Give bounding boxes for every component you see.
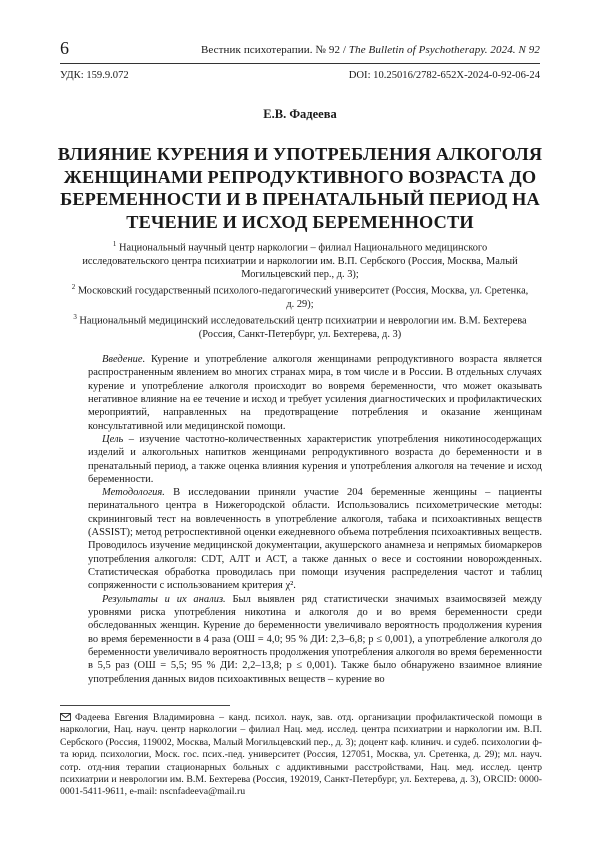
- affiliation-2: 2 Московский государственный психолого-педагогический университет (Россия, Москва, ул. Сретенка, д. 29);: [70, 281, 530, 311]
- abstract-aim: Цель – изучение частотно-количественных характеристик употребления никотиносодержащих изделий и алкогольных напитков женщинами репродуктивного возраста до беременности и в пренатальный период, а также оценка влияния курения и употребления алкоголя на течение и исход беременности.: [88, 433, 542, 486]
- abstract-introduction: Введение. Курение и употребление алкоголя женщинами репродуктивного возраста является распространенным явлением во многих странах мира, в том числе и в России. В отдельных случаях курение и употребление алкоголя происходит во вовремя беременности, что может оказывать негативное влияние на ее течение и исход и требует усиления диагностических и профилактических мероприятий, направленных на предотвращение потребления и оказание женщинам консультативной или медицинской помощи.: [88, 353, 542, 433]
- abstract: [88, 353, 542, 686]
- author-footnote: [60, 712, 542, 799]
- abstract-methodology: Методология. В исследовании приняли участие 204 беременные женщины – пациенты перинатального центра в Нижегородской области. Использовались психометрические методы: скрининговый тест на вовлеченность в употребление алкоголя, табака и психоактивных веществ (ASSIST); метод ретроспективной оценки ежедневного объема потребления психоактивных веществ. Проводилось изучение медицинской документации, акушерского анамнеза и непрямых биомаркеров употребления алкоголя: CDT, АЛТ и АСТ, а также данных о весе и состоянии новорожденных. Статистическая обработка проводилась при помощи изучения распределения частот и таблиц сопряженности с использованием критерия χ².: [88, 486, 542, 593]
- abstract-results: Результаты и их анализ. Был выявлен ряд статистически значимых взаимосвязей между уровнями риска употребления никотина и алкоголя до и во время беременности среди обследованных женщин. Курение до беременности увеличивало вероятность продолжения курения во время беременности в 4 раза (ОШ = 4,0; 95 % ДИ: 2,3–6,8; p ≤ 0,001), а употребление алкоголя до беременности увеличивало вероятность продолжения употребления алкоголя во время беременности в 5,5 раз (ОШ = 5,5; 95 % ДИ: 2,2–13,8; p ≤ 0,001). Также было обнаружено взаимное влияние употребления данных видов психоактивных веществ – курение во: [88, 593, 542, 686]
- journal-name-ru: Вестник психотерапии. № 92 /: [201, 44, 349, 56]
- page-number: 6: [60, 38, 69, 59]
- article-title: ВЛИЯНИЕ КУРЕНИЯ И УПОТРЕБЛЕНИЯ АЛКОГОЛЯ ЖЕНЩИНАМИ РЕПРОДУКТИВНОГО ВОЗРАСТА ДО БЕРЕМЕННОСТИ И В ПРЕНАТАЛЬНЫЙ ПЕРИОД НА ТЕЧЕНИЕ И ИСХОД БЕРЕМЕННОСТИ: [50, 143, 550, 233]
- affiliations: [70, 238, 530, 341]
- journal-name-en: The Bulletin of Psychotherapy. 2024. N 92: [349, 44, 540, 56]
- footnote-text: Фадеева Евгения Владимировна – канд. психол. наук, зав. отд. организации профилактической помощи в наркологии, Нац. науч. центр наркологии – филиал Нац. мед. исслед. центра психиатрии и наркологии им. В.П. Сербского (Россия, 119002, Москва, Малый Могильцевский пер., д. 3); доцент каф. клинич. и судеб. психологии ф-та юрид. психологии, Моск. гос. псих.-пед. университет (Россия, 127051, Москва, ул. Сретенка, д. 29); мл. науч. сотр. отд-ния терапии стационарных больных с аддиктивными расстройствами, Нац. мед. исслед. центр психиатрии и неврологии им. В.М. Бехтерева (Россия, 192019, Санкт-Петербург, ул. Бехтерева, д. 3), ORCID: 0000-0001-5411-9611, e-mail: nscnfadeeva@mail.ru: [60, 712, 542, 797]
- doi: DOI: 10.25016/2782-652X-2024-0-92-06-24: [349, 70, 540, 81]
- envelope-icon: [60, 713, 71, 721]
- footnote-rule: [60, 705, 230, 706]
- author-name: Е.В. Фадеева: [0, 107, 600, 122]
- affiliation-3: 3 Национальный медицинский исследовательский центр психиатрии и неврологии им. В.М. Бехтерева (Россия, Санкт-Петербург, ул. Бехтерева, д. 3): [70, 311, 530, 341]
- udk-code: УДК: 159.9.072: [60, 70, 129, 81]
- header-rule: [60, 63, 540, 64]
- affiliation-1: 1 Национальный научный центр наркологии – филиал Национального медицинского исследовательского центра психиатрии и наркологии им. В.П. Сербского (Россия, Москва, Малый Могильцевский пер., д. 3);: [70, 238, 530, 281]
- running-header: [60, 36, 540, 64]
- journal-name: [201, 44, 540, 56]
